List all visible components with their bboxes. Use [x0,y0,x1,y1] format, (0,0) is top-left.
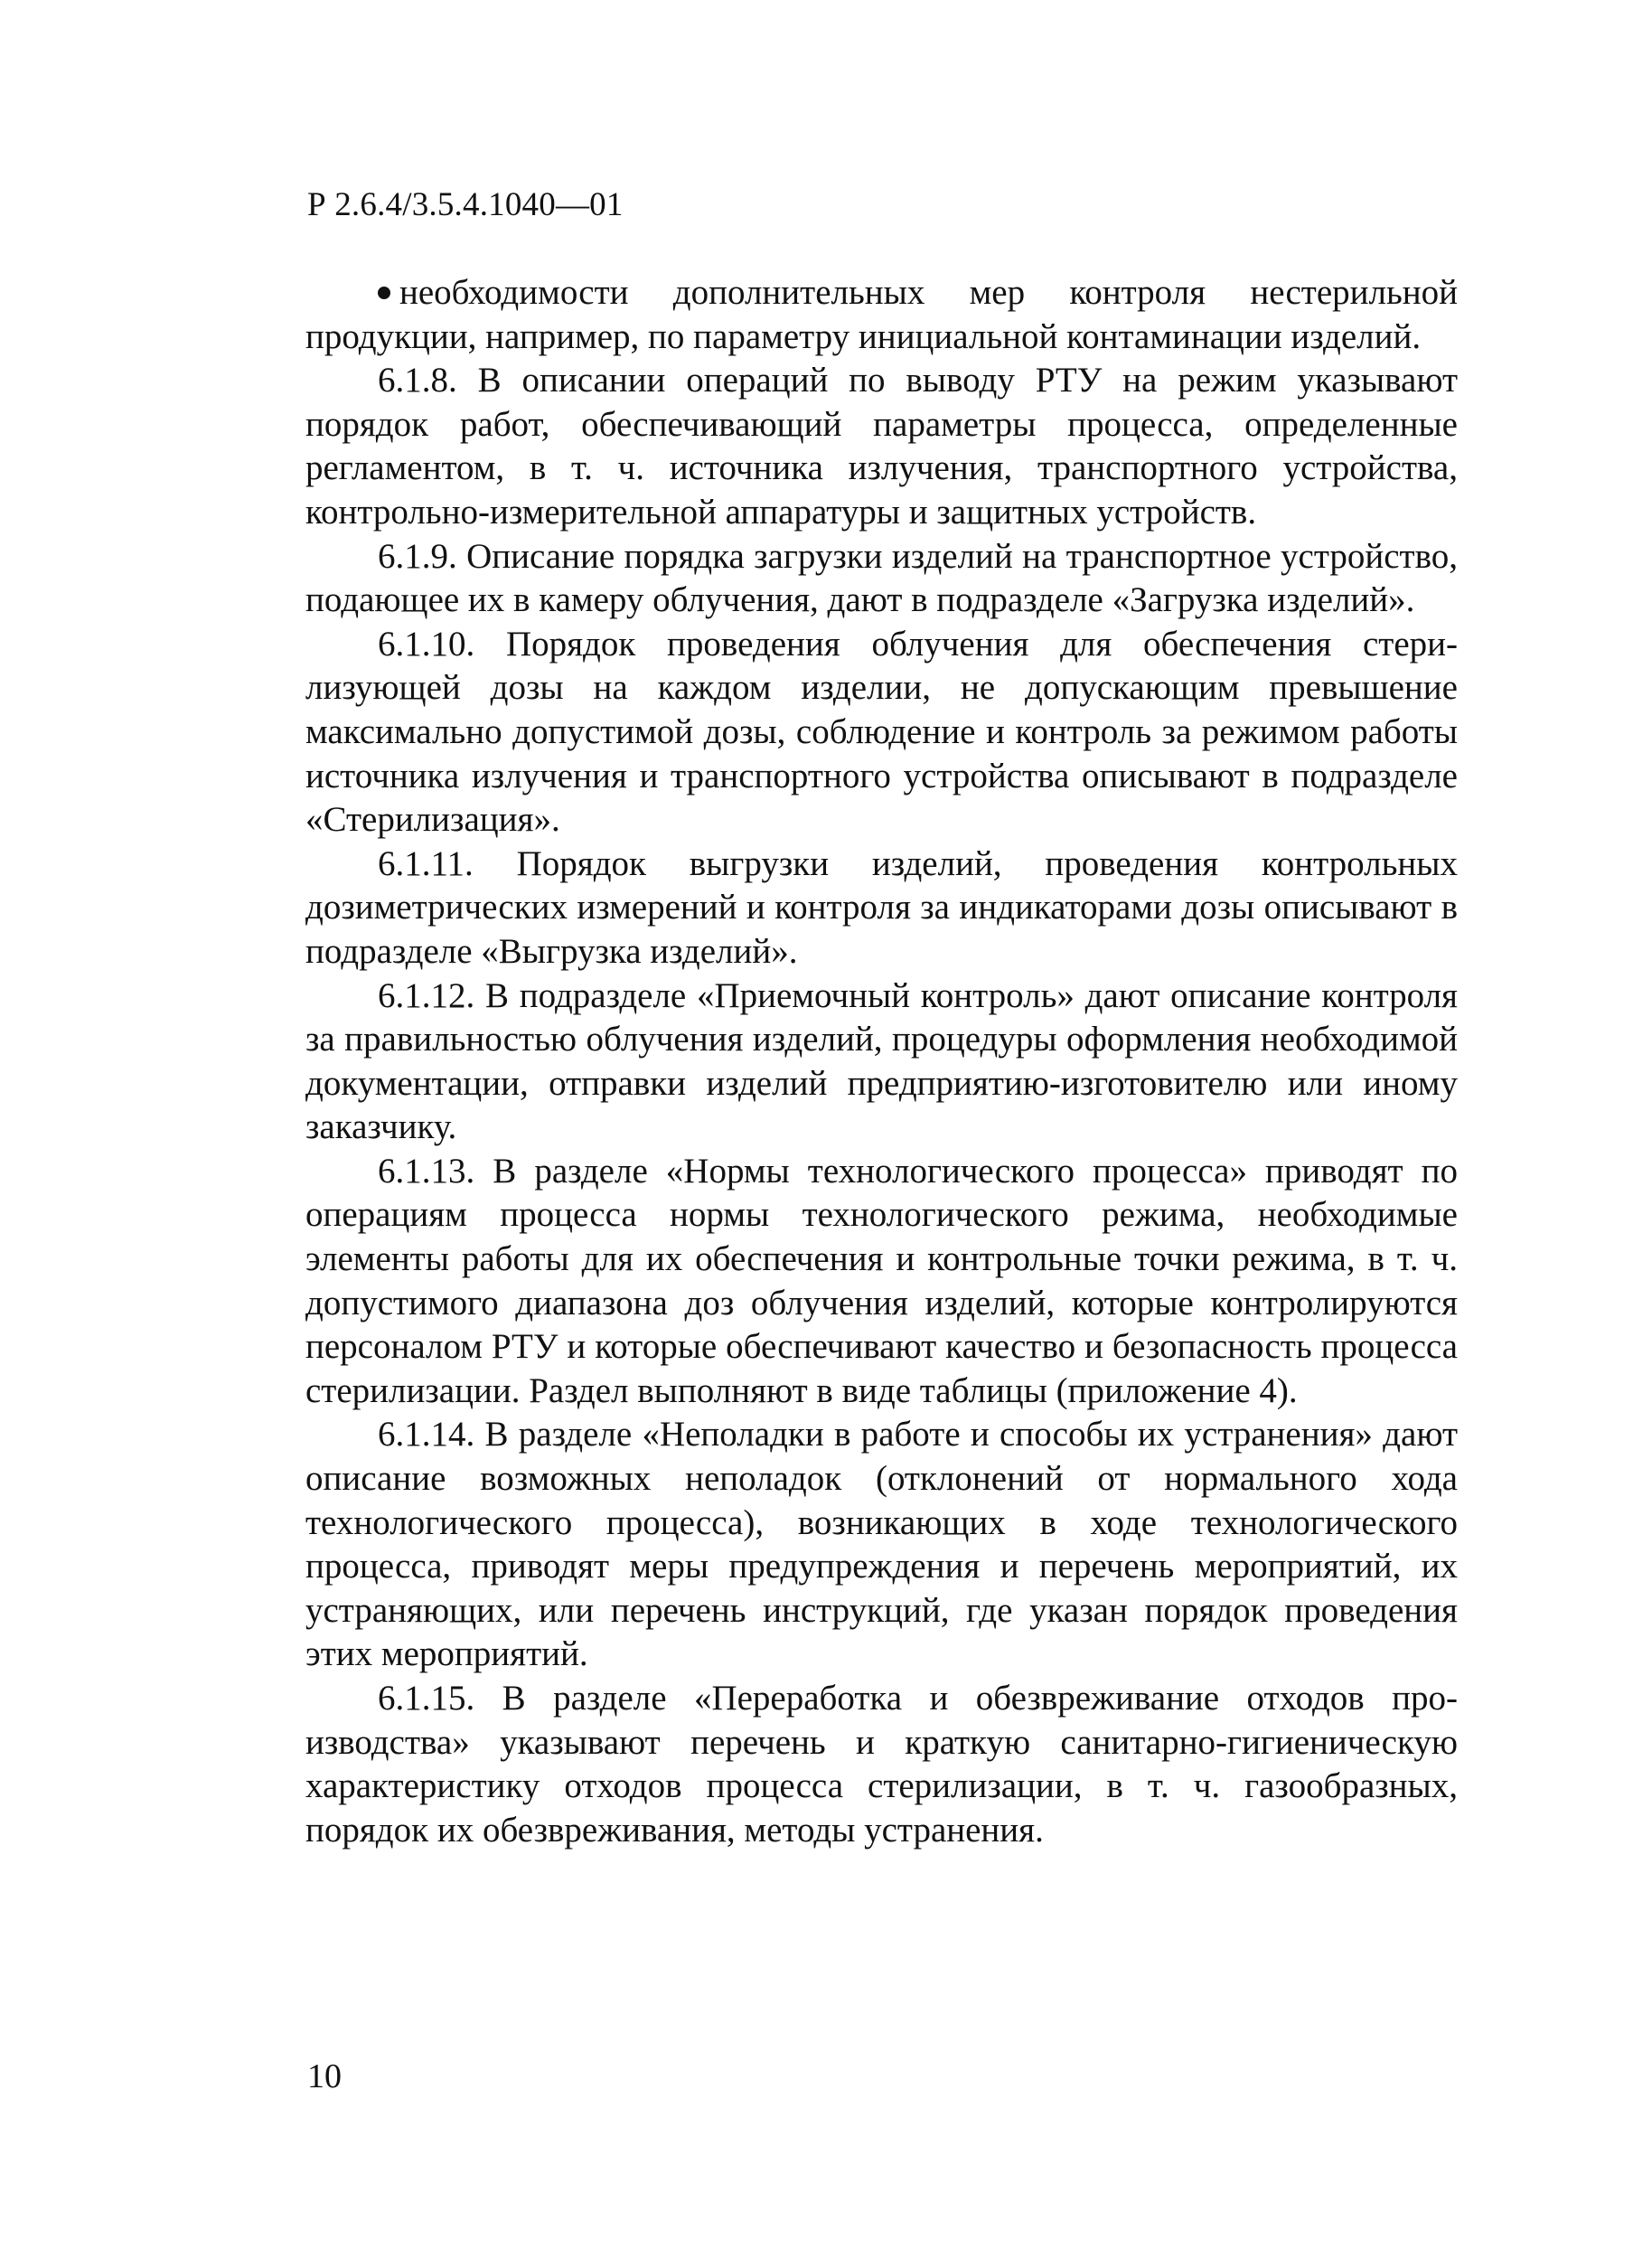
paragraph-6-1-10: 6.1.10. Порядок проведения облучения для обеспечения стерилизующей дозы на каждом изделии, не допускающим превышение максимально допустимой дозы, соблюдение и контроль за режимом работы источника излучения и транспортного устройства описывают в подразделе «Стерилизация». [305,624,1458,840]
bullet-icon [378,287,390,299]
bullet-paragraph [305,271,1458,359]
page-number: 10 [307,2057,342,2095]
paragraph-6-1-13: 6.1.13. В разделе «Нормы технологического процесса» приводят по операциям процесса нормы технологического режима, необходимые элементы работы для их обеспечения и контрольные точки режима, в т. ч. допустимого диапазона доз облучения изделий, которые контролируются персоналом РТУ и которые обеспечивают качество и безопасность процесса стерилизации. Раздел выполняют в виде таблицы (приложение 4). [305,1151,1458,1410]
paragraph-6-1-12: 6.1.12. В подразделе «Приемочный контроль» дают описание контроля за правильностью облучения изделий, процедуры оформления необходимой документации, отправки изделий предприятию-изготовителю или иному заказчику. [305,975,1458,1147]
paragraph-6-1-8: 6.1.8. В описании операций по выводу РТУ на режим указывают порядок работ, обеспечивающий параметры процесса, определенные регламентом, в т. ч. источника излучения, транспортного устройства, контрольно-измерительной аппаратуры и защитных устройств. [305,361,1458,532]
paragraph-6-1-14: 6.1.14. В разделе «Неполадки в работе и способы их устранения» дают описание возможных неполадок (отклонений от нормального хода технологического процесса), возникающих в ходе технологического процесса, приводят меры предупреждения и перечень мероприятий, их устраняющих, или перечень инструкций, где указан порядок проведения этих мероприятий. [305,1415,1458,1674]
paragraph-6-1-11: 6.1.11. Порядок выгрузки изделий, проведения контрольных дозиметрических измерений и контроля за индикаторами дозы описывают в подразделе «Выгрузка изделий». [305,843,1458,971]
body-text [305,271,1458,1852]
document-code: Р 2.6.4/3.5.4.1040—01 [307,186,624,223]
paragraph-6-1-9: 6.1.9. Описание порядка загрузки изделий на транспортное устройство, подающее их в камеру облучения, дают в подразделе «Загрузка изделий». [305,536,1458,620]
paragraph-6-1-15: 6.1.15. В разделе «Переработка и обезвреживание отходов производства» указывают перечень и краткую санитарно-гигиеническую характеристику отходов процесса стерилизации, в т. ч. газообразных, порядок их обезвреживания, методы устранения. [305,1679,1458,1850]
bullet-text: необходимости дополнительных мер контроля нестерильной продукции, например, по параметру инициальной контаминации изделий. [305,273,1458,356]
